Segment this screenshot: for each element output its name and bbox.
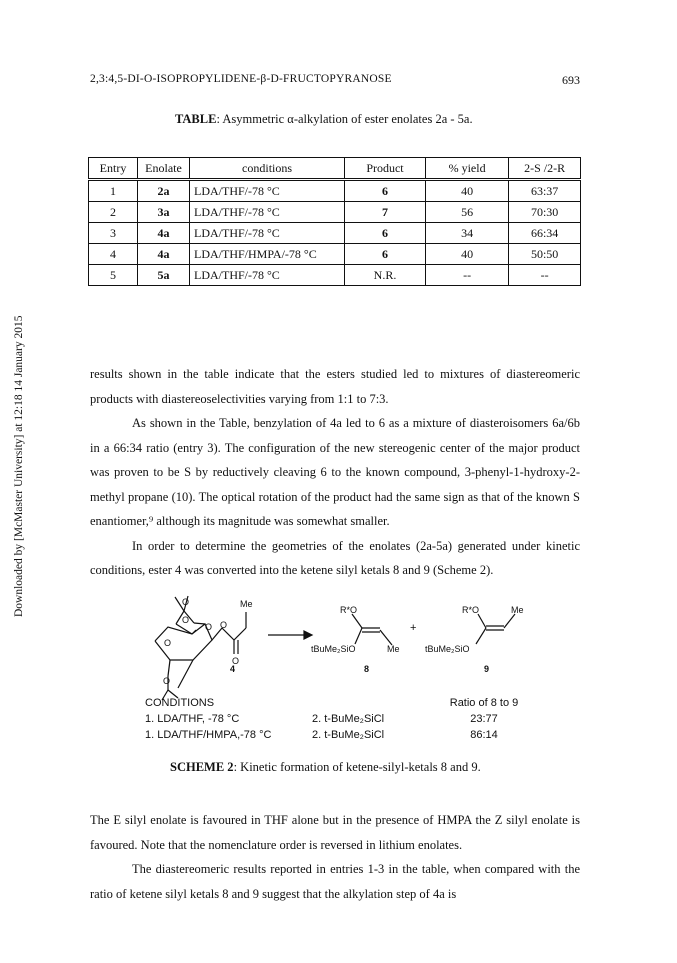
cell-product: 7 xyxy=(345,202,426,223)
table-caption-label: TABLE xyxy=(175,112,217,126)
reaction-arrow xyxy=(268,631,312,639)
header-ratio: 2-S /2-R xyxy=(509,158,581,180)
cell-entry: 5 xyxy=(89,265,138,286)
body-text-bottom xyxy=(90,808,580,906)
paragraph-3: In order to determine the geometries of the enolates (2a-5a) generated under kinetic conditions, ester 4 was converted into the ketene silyl ketals 8 and 9 (Scheme 2). xyxy=(90,538,580,577)
cell-yield: -- xyxy=(425,265,508,286)
results-table xyxy=(88,157,581,286)
cell-yield: 40 xyxy=(425,180,508,202)
header-yield: % yield xyxy=(425,158,508,180)
ketal-9-ro-label: R*O xyxy=(462,605,480,615)
conditions-title: CONDITIONS xyxy=(145,697,215,709)
ketal-8-methyl-label: Me xyxy=(387,644,400,654)
table-header-row xyxy=(89,158,581,180)
cell-conditions: LDA/THF/-78 °C xyxy=(190,265,345,286)
cell-entry: 2 xyxy=(89,202,138,223)
page-number: 693 xyxy=(562,73,580,87)
cell-yield: 56 xyxy=(425,202,508,223)
cell-ratio: 50:50 xyxy=(509,244,581,265)
atom-label: O xyxy=(232,656,240,666)
cell-conditions: LDA/THF/-78 °C xyxy=(190,180,345,202)
scheme-caption-text: : Kinetic formation of ketene-silyl-ketals 8 and 9. xyxy=(233,760,481,774)
compound-9-number: 9 xyxy=(484,664,490,674)
cell-ratio: 66:34 xyxy=(509,223,581,244)
atom-label: O xyxy=(164,638,172,648)
ratio-column xyxy=(440,695,528,743)
methyl-label: Me xyxy=(240,599,253,609)
cell-enolate: 5a xyxy=(137,265,189,286)
cell-conditions: LDA/THF/HMPA/-78 °C xyxy=(190,244,345,265)
ring-oxygen-labels xyxy=(163,597,239,686)
cell-enolate: 3a xyxy=(137,202,189,223)
cell-ratio: 70:30 xyxy=(509,202,581,223)
paragraph-1: results shown in the table indicate that the esters studied led to mixtures of diastereomeric products with diastereoselectivities varying from 1:1 to 7:3. xyxy=(90,367,580,406)
ketal-9-silyl-label: tBuMe₂SiO xyxy=(425,644,470,654)
ketal-8-structure xyxy=(352,614,392,645)
ester-4-structure xyxy=(155,596,246,700)
header-enolate: Enolate xyxy=(137,158,189,180)
compound-8-number: 8 xyxy=(364,664,370,674)
paragraph-2: As shown in the Table, benzylation of 4a led to 6 as a mixture of diasteroisomers 6a/6b in a 66:34 ratio (entry 3). The configuration of the new stereogenic center of the major product was proven to be S by reductively cleaving 6 to the known compound, 3-phenyl-1-hydroxy-2-methyl propane (10). The optical rotation of the product had the same sign as that of the known S enantiomer,⁹ although its magnitude was somewhat smaller. xyxy=(90,416,580,528)
table-row xyxy=(89,244,581,265)
cell-yield: 34 xyxy=(425,223,508,244)
cell-conditions: LDA/THF/-78 °C xyxy=(190,223,345,244)
cell-entry: 3 xyxy=(89,223,138,244)
body-text-top xyxy=(90,362,580,583)
header-entry: Entry xyxy=(89,158,138,180)
cell-ratio: 63:37 xyxy=(509,180,581,202)
header-conditions: conditions xyxy=(190,158,345,180)
cell-product: 6 xyxy=(345,244,426,265)
scheme-caption xyxy=(170,760,481,775)
atom-label: O xyxy=(220,620,228,630)
ketal-8-silyl-label: tBuMe₂SiO xyxy=(311,644,356,654)
paragraph-4: The E silyl enolate is favoured in THF alone but in the presence of HMPA the Z silyl enolate is favoured. Note that the nomenclature order is reversed in lithium enolates. xyxy=(90,813,580,852)
condition-line-2: 1. LDA/THF/HMPA,-78 °C xyxy=(145,729,272,741)
compound-4-number: 4 xyxy=(230,664,236,674)
cell-product: 6 xyxy=(345,180,426,202)
scheme-caption-label: SCHEME 2 xyxy=(170,760,234,774)
conditions-column xyxy=(145,695,271,743)
running-head: 2,3:4,5-DI-O-ISOPROPYLIDENE-β-D-FRUCTOPYRANOSE xyxy=(90,73,392,85)
ratio-value-2: 86:14 xyxy=(470,729,498,741)
cell-entry: 4 xyxy=(89,244,138,265)
atom-label: O xyxy=(205,622,213,632)
header-product: Product xyxy=(345,158,426,180)
paragraph-5: The diastereomeric results reported in entries 1-3 in the table, when compared with the ratio of ketene silyl ketals 8 and 9 suggest that the alkylation step of 4a is xyxy=(90,862,580,901)
atom-label: O xyxy=(163,676,171,686)
cell-ratio: -- xyxy=(509,265,581,286)
cell-enolate: 4a xyxy=(137,244,189,265)
ketal-8-ro-label: R*O xyxy=(340,605,358,615)
table-row xyxy=(89,265,581,286)
ratio-title: Ratio of 8 to 9 xyxy=(449,697,519,709)
table-caption xyxy=(175,112,473,127)
condition-line-1: 1. LDA/THF, -78 °C xyxy=(145,713,240,725)
silylation-column xyxy=(312,711,384,743)
plus-sign: + xyxy=(410,622,417,634)
table-caption-text: : Asymmetric α-alkylation of ester enolates 2a - 5a. xyxy=(216,112,473,126)
download-watermark: Downloaded by [McMaster University] at 12:18 14 January 2015 xyxy=(13,315,25,617)
cell-enolate: 2a xyxy=(137,180,189,202)
silylation-step-2: 2. t-BuMe₂SiCl xyxy=(312,729,385,741)
ketal-9-structure xyxy=(476,614,515,644)
atom-label: O xyxy=(182,597,190,607)
cell-conditions: LDA/THF/-78 °C xyxy=(190,202,345,223)
silylation-step-1: 2. t-BuMe₂SiCl xyxy=(312,713,385,725)
cell-entry: 1 xyxy=(89,180,138,202)
table-row xyxy=(89,202,581,223)
cell-yield: 40 xyxy=(425,244,508,265)
cell-enolate: 4a xyxy=(137,223,189,244)
table-row xyxy=(89,180,581,202)
atom-label: O xyxy=(182,615,190,625)
cell-product: N.R. xyxy=(345,265,426,286)
table-row xyxy=(89,223,581,244)
cell-product: 6 xyxy=(345,223,426,244)
ketal-9-methyl-label: Me xyxy=(511,605,524,615)
ratio-value-1: 23:77 xyxy=(470,713,498,725)
